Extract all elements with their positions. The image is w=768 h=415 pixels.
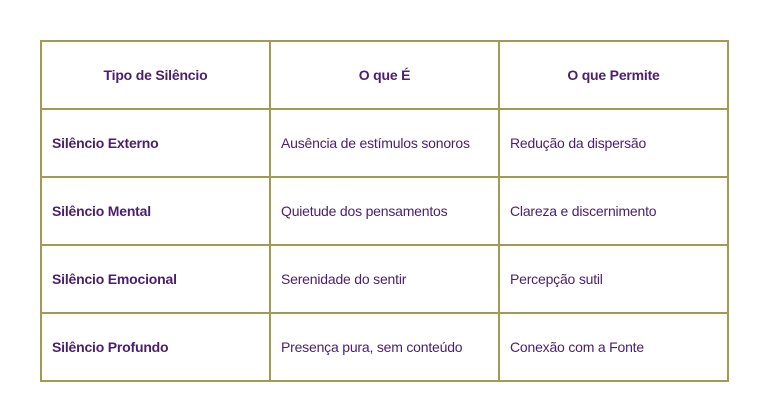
header-o-que-e: O que É (270, 41, 499, 109)
table-cell-what: Presença pura, sem conteúdo (270, 313, 499, 381)
table-cell-what: Serenidade do sentir (270, 245, 499, 313)
table-cell-allows: Conexão com a Fonte (499, 313, 728, 381)
table-row (41, 245, 728, 313)
table-row (41, 109, 728, 177)
table-header (41, 41, 728, 109)
table-row (41, 313, 728, 381)
table-row (41, 177, 728, 245)
table-body (41, 109, 728, 381)
table-cell-allows: Percepção sutil (499, 245, 728, 313)
silence-types-table (40, 40, 729, 382)
row-label: Silêncio Profundo (41, 313, 270, 381)
row-label: Silêncio Externo (41, 109, 270, 177)
header-o-que-permite: O que Permite (499, 41, 728, 109)
silence-types-table-container (40, 40, 727, 374)
header-tipo-de-silencio: Tipo de Silêncio (41, 41, 270, 109)
row-label: Silêncio Mental (41, 177, 270, 245)
row-label: Silêncio Emocional (41, 245, 270, 313)
table-cell-allows: Clareza e discernimento (499, 177, 728, 245)
header-row (41, 41, 728, 109)
table-cell-what: Ausência de estímulos sonoros (270, 109, 499, 177)
table-cell-allows: Redução da dispersão (499, 109, 728, 177)
table-cell-what: Quietude dos pensamentos (270, 177, 499, 245)
